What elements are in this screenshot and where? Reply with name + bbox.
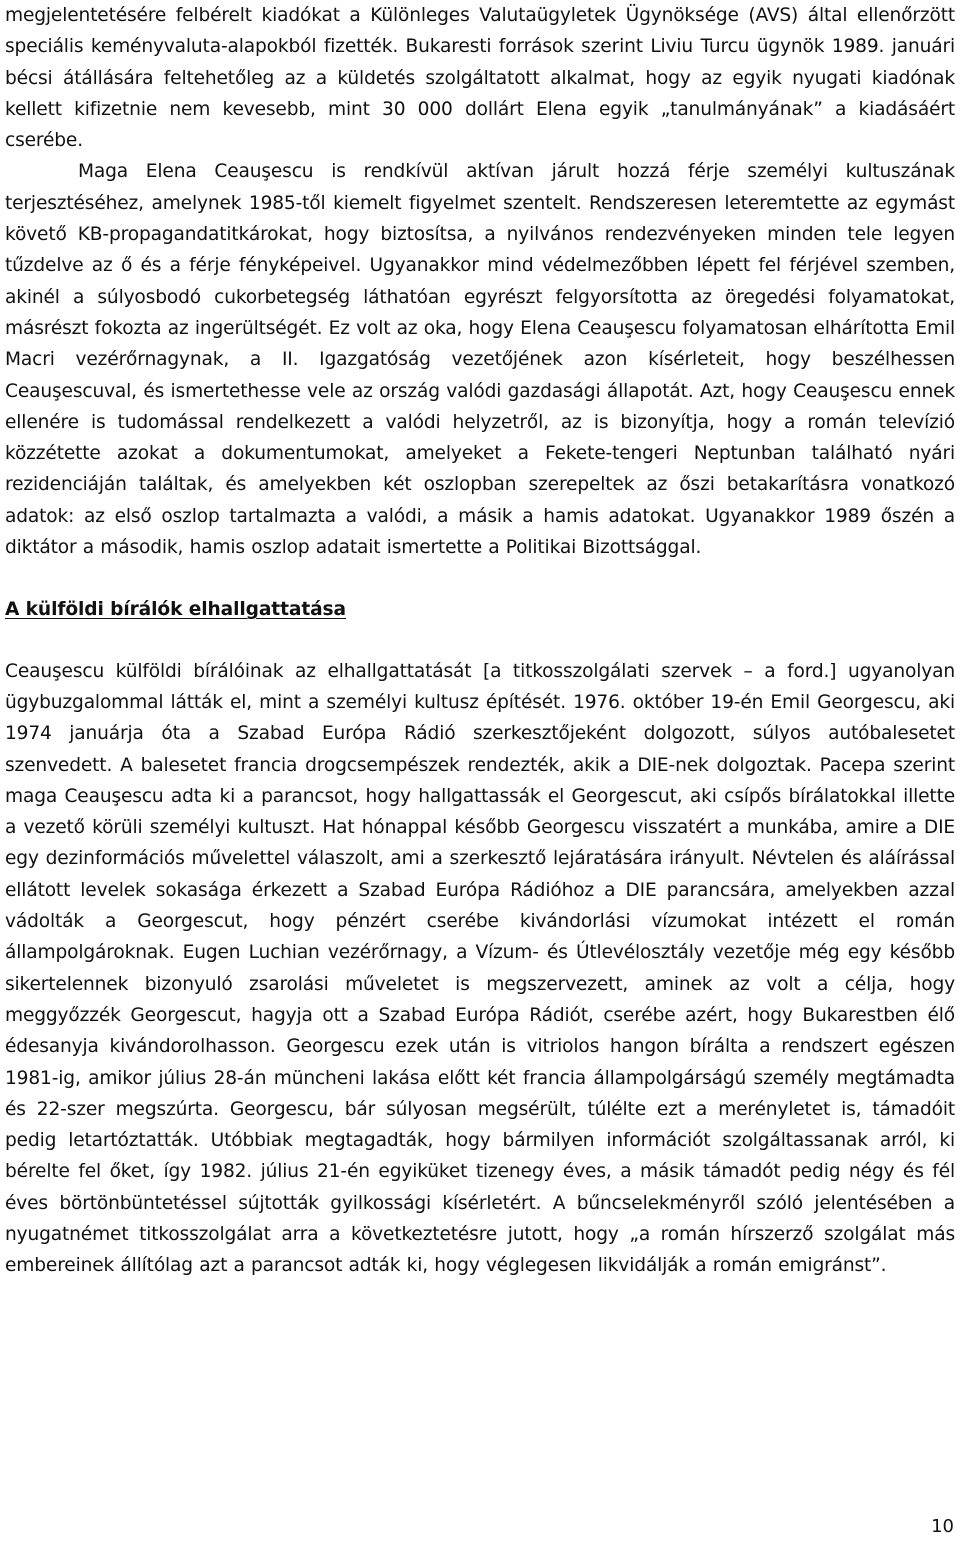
spacer: [5, 626, 955, 656]
spacer: [5, 563, 955, 594]
page-number: 10: [931, 1516, 954, 1537]
paragraph-elena-ceausescu: Maga Elena Ceauşescu is rendkívül aktívan járult hozzá férje személyi kultuszának terjesztéséhez, amelynek 1985-től kiemelt figyelmet szentelt. Rendszeresen leteremtette az egymást követő KB-propagandatitkárokat, hogy biztosítsa, a nyilvános rendezvényeken minden tele legyen tűzdelve az ő és a férje fényképeivel. Ugyanakkor mind védelmezőbben lépett fel férjével szemben, akinél a súlyosbodó cukorbetegség láthatóan egyrészt felgyorsította az öregedési folyamatokat, másrészt fokozta az ingerültségét. Ez volt az oka, hogy Elena Ceauşescu folyamatosan elhárította Emil Macri vezérőrnagynak, a II. Igazgatóság vezetőjének azon kísérleteit, hogy beszélhessen Ceauşescuval, és ismertethesse vele az ország valódi gazdasági állapotát. Azt, hogy Ceauşescu ennek ellenére is tudomással rendelkezett a valódi helyzetről, az is bizonyítja, hogy a román televízió közzétette azokat a dokumentumokat, amelyeket a Fekete-tengeri Neptunban található nyári rezidenciáján találtak, és amelyekben két oszlopban szerepeltek az őszi betakarításra vonatkozó adatok: az első oszlop tartalmazta a valódi, a másik a hamis adatokat. Ugyanakkor 1989 őszén a diktátor a második, hamis oszlop adatait ismertette a Politikai Bizottsággal.: [5, 161, 955, 559]
document-page: [5, 0, 955, 1282]
paragraph-georgescu: Ceauşescu külföldi bírálóinak az elhallgattatását [a titkosszolgálati szervek – a ford.] ugyanolyan ügybuzgalommal látták el, mint a személyi kultusz építését. 1976. október 19-én Emil Georgescu, aki 1974 januárja óta a Szabad Európa Rádió szerkesztőjeként dolgozott, súlyos autóbalesetet szenvedett. A balesetet francia drogcsempészek rendezték, akik a DIE-nek dolgoztak. Pacepa szerint maga Ceauşescu adta ki a parancsot, hogy hallgattassák el Georgescut, aki csípős bírálatokkal illette a vezető körüli személyi kultuszt. Hat hónappal később Georgescu visszatért a munkába, amire a DIE egy dezinformációs művelettel válaszolt, ami a szerkesztő lejáratására irányult. Névtelen és aláírással ellátott levelek sokasága érkezett a Szabad Európa Rádióhoz a DIE parancsára, amelyekben azzal vádolták a Georgescut, hogy pénzért cserébe kivándorlási vízumokat intézett el román állampolgároknak. Eugen Luchian vezérőrnagy, a Vízum- és Útlevélosztály vezetője még egy később sikertelennek bizonyuló zsarolási műveletet is megszervezett, aminek az volt a célja, hogy meggyőzzék Georgescut, hagyja ott a Szabad Európa Rádiót, cserébe azért, hogy Bukarestben élő édesanyja kivándorolhasson. Georgescu ezek után is vitriolos hangon bírálta a rendszert egészen 1981-ig, amikor július 28-án müncheni lakása előtt két francia állampolgárságú személy megtámadta és 22-szer megszúrta. Georgescu, bár súlyosan megsérült, túlélte ezt a merényletet is, támadóit pedig letartóztatták. Utóbbiak megtagadták, hogy bármilyen információt szolgáltassanak arról, ki bérelte fel őket, így 1982. július 21-én egyiküket tizenegy éves, a másik támadót pedig négy és fél éves börtönbüntetéssel sújtották gyilkossági kísérletért. A bűncselekményről szóló jelentésében a nyugatnémet titkosszolgálat arra a következtetésre jutott, hogy „a román hírszerző szolgálat más embereinek állítólag azt a parancsot adták ki, hogy véglegesen likvidálják a román emigránst”.: [5, 660, 955, 1277]
section-heading: A külföldi bírálók elhallgattatása: [5, 599, 346, 621]
paragraph-intro: megjelentetésére felbérelt kiadókat a Különleges Valutaügyletek Ügynöksége (AVS) által ellenőrzött speciális keményvaluta-alapokból fizették. Bukaresti források szerint Liviu Turcu ügynök 1989. januári bécsi átállására feltehetőleg az a küldetés szolgáltatott alkalmat, hogy az egyik nyugati kiadónak kellett kifizetnie nem kevesebb, mint 30 000 dollárt Elena egyik „tanulmányának” a kiadásáért cserébe.: [5, 5, 955, 152]
